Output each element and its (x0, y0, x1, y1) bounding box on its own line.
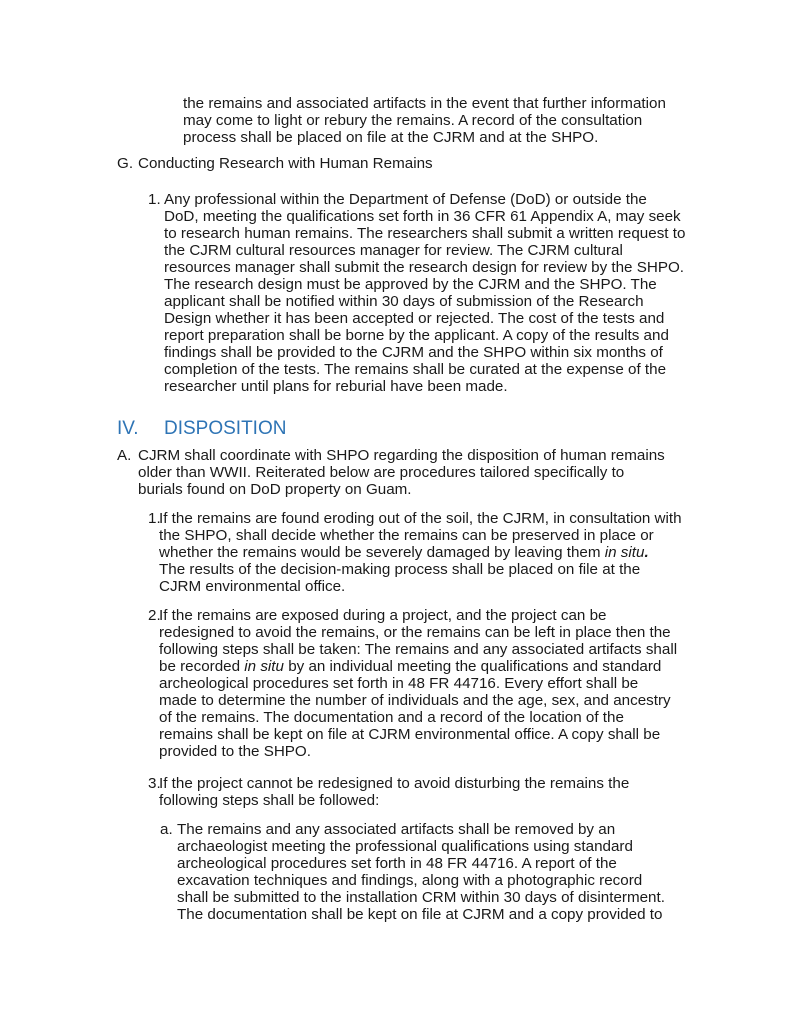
subsection-a-marker: A. (117, 447, 132, 464)
continuation-paragraph (183, 95, 666, 146)
text-line: process shall be placed on file at the CJRM and at the SHPO. (183, 129, 599, 146)
text-line: Design whether it has been accepted or rejected. The cost of the tests and (164, 310, 665, 327)
text-line: of the remains. The documentation and a record of the location of the (159, 709, 624, 726)
text-line: applicant shall be notified within 30 days of submission of the Research (164, 293, 644, 310)
text-line: If the remains are exposed during a project, and the project can be (159, 607, 607, 624)
text-line: following steps shall be taken: The remains and any associated artifacts shall (159, 641, 678, 658)
text-line: The remains and any associated artifacts shall be removed by an (177, 821, 616, 838)
text-line (159, 658, 677, 675)
italic-term: in situ (244, 658, 284, 675)
italic-term: in situ (604, 544, 645, 561)
text-line: older than WWII. Reiterated below are procedures tailored specifically to (138, 464, 625, 481)
list-item-text (159, 607, 677, 760)
text-line: DoD, meeting the qualifications set forth in 36 CFR 61 Appendix A, may seek (164, 208, 681, 225)
text-line: the CJRM cultural resources manager for review. The CJRM cultural (164, 242, 623, 259)
disposition-item-3 (148, 775, 629, 809)
text-line: If the project cannot be redesigned to avoid disturbing the remains the (159, 775, 630, 792)
section-numeral: IV. (117, 418, 139, 439)
list-item-text (159, 775, 629, 809)
subsection-a-text (138, 447, 665, 498)
text-line: remains shall be kept on file at CJRM environmental office. A copy shall be (159, 726, 661, 743)
list-marker: 1. (148, 510, 161, 527)
text-line: redesigned to avoid the remains, or the remains can be left in place then the (159, 624, 671, 641)
disposition-subitem-a (160, 821, 665, 923)
text-line: archeological procedures set forth in 48 FR 44716. Every effort shall be (159, 675, 639, 692)
text-line: The results of the decision-making process shall be placed on file at the (159, 561, 641, 578)
text-line: shall be submitted to the installation CRM within 30 days of disinterment. (177, 889, 665, 906)
text-line: If the remains are found eroding out of the soil, the CJRM, in consultation with (159, 510, 682, 527)
text-line: The documentation shall be kept on file at CJRM and a copy provided to (177, 906, 663, 923)
text-segment: whether the remains would be severely damaged by leaving them (159, 544, 605, 561)
text-line: the remains and associated artifacts in the event that further information (183, 95, 666, 112)
italic-period: . (644, 544, 649, 561)
subsection-a (117, 447, 665, 498)
text-line: findings shall be provided to the CJRM and the SHPO within six months of (164, 344, 663, 361)
section-g-marker: G. (117, 155, 134, 172)
list-marker: a. (160, 821, 173, 838)
text-line: report preparation shall be borne by the applicant. A copy of the results and (164, 327, 669, 344)
text-line: CJRM environmental office. (159, 578, 346, 595)
text-line: excavation techniques and findings, along with a photographic record (177, 872, 643, 889)
text-line: to research human remains. The researchers shall submit a written request to (164, 225, 686, 242)
text-line: provided to the SHPO. (159, 743, 311, 760)
text-line: CJRM shall coordinate with SHPO regarding the disposition of human remains (138, 447, 665, 464)
text-segment: by an individual meeting the qualifications and standard (283, 658, 662, 675)
text-line: Any professional within the Department of Defense (DoD) or outside the (164, 191, 647, 208)
list-item-text (177, 821, 665, 923)
text-line: may come to light or rebury the remains. A record of the consultation (183, 112, 643, 129)
list-marker: 2. (148, 607, 161, 624)
list-marker: 1. (148, 191, 161, 208)
text-line: resources manager shall submit the research design for review by the SHPO. (164, 259, 684, 276)
section-g-item-1 (148, 191, 685, 395)
list-item-text (164, 191, 685, 395)
disposition-item-1 (148, 510, 682, 595)
text-line: archaeologist meeting the professional qualifications using standard (177, 838, 633, 855)
disposition-item-2 (148, 607, 677, 760)
section-title: DISPOSITION (164, 418, 287, 439)
list-item-text (159, 510, 682, 595)
text-line (159, 544, 682, 561)
list-marker: 3. (148, 775, 161, 792)
section-g-title: Conducting Research with Human Remains (138, 155, 433, 172)
text-line: burials found on DoD property on Guam. (138, 481, 412, 498)
text-segment: be recorded (159, 658, 245, 675)
text-line: researcher until plans for reburial have been made. (164, 378, 508, 395)
text-line: following steps shall be followed: (159, 792, 380, 809)
text-line: made to determine the number of individuals and the age, sex, and ancestry (159, 692, 671, 709)
text-line: the SHPO, shall decide whether the remains can be preserved in place or (159, 527, 654, 544)
section-iv-heading (117, 418, 417, 440)
text-line: completion of the tests. The remains shall be curated at the expense of the (164, 361, 667, 378)
section-g-heading (117, 155, 433, 172)
text-line: archeological procedures set forth in 48 FR 44716. A report of the (177, 855, 617, 872)
text-line: The research design must be approved by the CJRM and the SHPO. The (164, 276, 657, 293)
